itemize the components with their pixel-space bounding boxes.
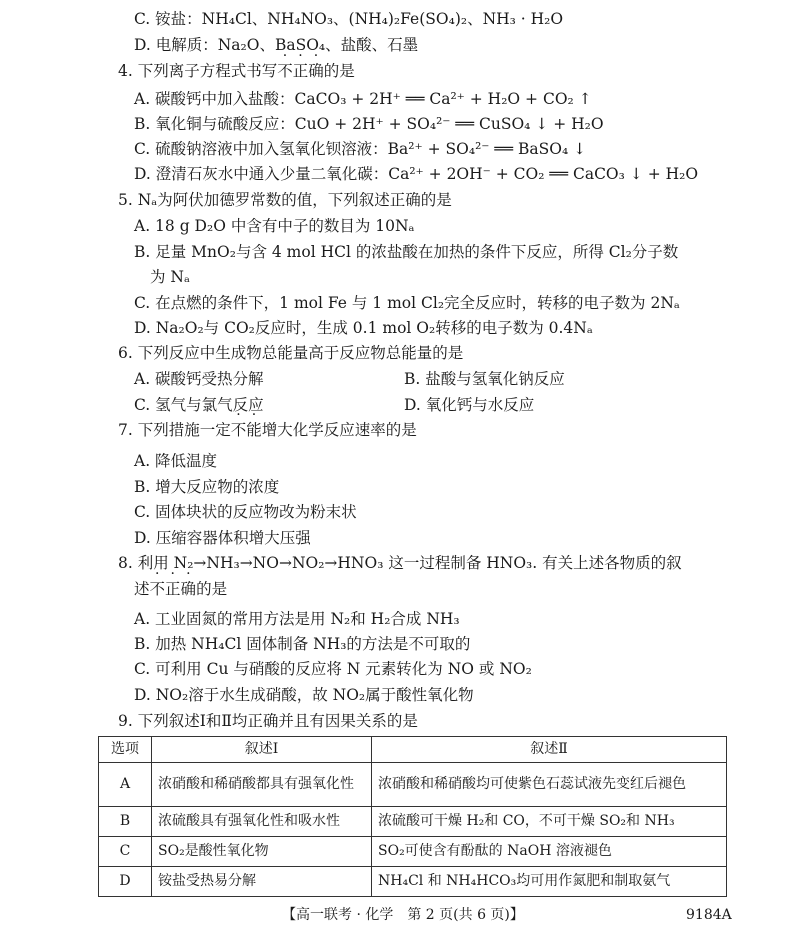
- emphasis-char: 能: [246, 421, 262, 439]
- q7-option-d: D. 压缩容器体积增大压强: [134, 529, 311, 547]
- table-row: [99, 837, 727, 867]
- table-header: 叙述Ⅱ: [372, 737, 727, 763]
- emphasis-char: 确: [308, 62, 324, 80]
- table-cell: 浓硫酸具有强氧化性和吸水性: [152, 807, 372, 837]
- exam-code: 9184A: [686, 907, 732, 923]
- q5-option-a: A. 18 g D₂O 中含有中子的数目为 10Nₐ: [134, 217, 415, 235]
- q6-option-b: B. 盐酸与氢氧化钠反应: [404, 370, 565, 388]
- emphasis-char: 不: [230, 421, 247, 439]
- table-cell: SO₂是酸性氧化物: [152, 837, 372, 867]
- table-row: [99, 763, 727, 807]
- question-8: 8. 利用 N₂→NH₃→NO→NO₂→HNO₃ 这一过程制备 HNO₃. 有关上述各物质的叙: [118, 554, 682, 572]
- q8-option-a: A. 工业固氮的常用方法是用 N₂和 H₂合成 NH₃: [134, 610, 460, 628]
- table-cell: 浓硝酸和稀硝酸均可使紫色石蕊试液先变红后褪色: [372, 763, 727, 807]
- q4-option-a: A. 碳酸钙中加入盐酸：CaCO₃ + 2H⁺ ══ Ca²⁺ + H₂O + CO₂ ↑: [134, 90, 592, 108]
- question-5: 5. Nₐ为阿伏加德罗常数的值，下列叙述正确的是: [118, 191, 452, 209]
- table-cell: B: [99, 807, 152, 837]
- q5-option-b-cont: 为 Nₐ: [150, 268, 190, 286]
- emphasis-char: 不: [277, 62, 293, 80]
- table-header: 选项: [99, 737, 152, 763]
- q3-option-d: D. 电解质：Na₂O、BaSO₄、盐酸、石墨: [134, 36, 419, 54]
- page-footer: 【高一联考 · 化学 第 2 页(共 6 页)】: [282, 907, 524, 923]
- table-cell: NH₄Cl 和 NH₄HCO₃均可用作氮肥和制取氨气: [372, 867, 727, 897]
- q3-option-c: C. 铵盐：NH₄Cl、NH₄NO₃、(NH₄)₂Fe(SO₄)₂、NH₃ · H₂O: [134, 10, 564, 28]
- question-8-cont: 述不正确的是: [134, 580, 228, 598]
- q7-option-c: C. 固体块状的反应物改为粉末状: [134, 503, 357, 521]
- table-header: 叙述Ⅰ: [152, 737, 372, 763]
- emphasis-char: 不: [149, 580, 166, 598]
- emphasis-char: 正: [165, 580, 181, 598]
- table-cell: 浓硝酸和稀硝酸都具有强氧化性: [152, 763, 372, 807]
- q4-option-d: D. 澄清石灰水中通入少量二氧化碳：Ca²⁺ + 2OH⁻ + CO₂ ══ CaCO₃ ↓ + H₂O: [134, 165, 699, 183]
- q8-option-c: C. 可利用 Cu 与硝酸的反应将 N 元素转化为 NO 或 NO₂: [134, 660, 532, 678]
- table-header-row: [99, 737, 727, 763]
- q5-option-b: B. 足量 MnO₂与含 4 mol HCl 的浓盐酸在加热的条件下反应，所得 Cl₂分子数: [134, 243, 679, 261]
- q5-option-d: D. Na₂O₂与 CO₂反应时，生成 0.1 mol O₂转移的电子数为 0.4Nₐ: [134, 319, 593, 337]
- emphasis-char: 正: [292, 62, 309, 80]
- table-row: [99, 867, 727, 897]
- table-cell: SO₂可使含有酚酞的 NaOH 溶液褪色: [372, 837, 727, 867]
- table-cell: A: [99, 763, 152, 807]
- table-cell: 铵盐受热易分解: [152, 867, 372, 897]
- q5-option-c: C. 在点燃的条件下，1 mol Fe 与 1 mol Cl₂完全反应时，转移的电子数为 2Nₐ: [134, 294, 680, 312]
- q4-option-b: B. 氧化铜与硫酸反应：CuO + 2H⁺ + SO₄²⁻ ══ CuSO₄ ↓ + H₂O: [134, 115, 604, 133]
- q8-option-b: B. 加热 NH₄Cl 固体制备 NH₃的方法是不可取的: [134, 635, 471, 653]
- q7-option-b: B. 增大反应物的浓度: [134, 478, 280, 496]
- q4-option-c: C. 硫酸钠溶液中加入氢氧化钡溶液：Ba²⁺ + SO₄²⁻ ══ BaSO₄ ↓: [134, 140, 587, 158]
- question-6: 6. 下列反应中生成物总能量高于反应物总能量的是: [118, 344, 464, 362]
- q6-option-d: D. 氧化钙与水反应: [404, 396, 535, 414]
- table-cell: C: [99, 837, 152, 867]
- q7-option-a: A. 降低温度: [134, 452, 218, 470]
- q6-option-c: C. 氢气与氯气反应: [134, 396, 264, 414]
- emphasis-char: 确: [180, 580, 197, 598]
- table-cell: D: [99, 867, 152, 897]
- q6-option-a: A. 碳酸钙受热分解: [134, 370, 264, 388]
- question-4: 4. 下列离子方程式书写不正确的是: [118, 62, 355, 80]
- q9-table: [98, 736, 727, 897]
- question-9: 9. 下列叙述Ⅰ和Ⅱ均正确并且有因果关系的是: [118, 712, 418, 730]
- table-cell: 浓硫酸可干燥 H₂和 CO，不可干燥 SO₂和 NH₃: [372, 807, 727, 837]
- question-7: 7. 下列措施一定不能增大化学反应速率的是: [118, 421, 417, 439]
- q8-option-d: D. NO₂溶于水生成硝酸，故 NO₂属于酸性氧化物: [134, 686, 474, 704]
- table-row: [99, 807, 727, 837]
